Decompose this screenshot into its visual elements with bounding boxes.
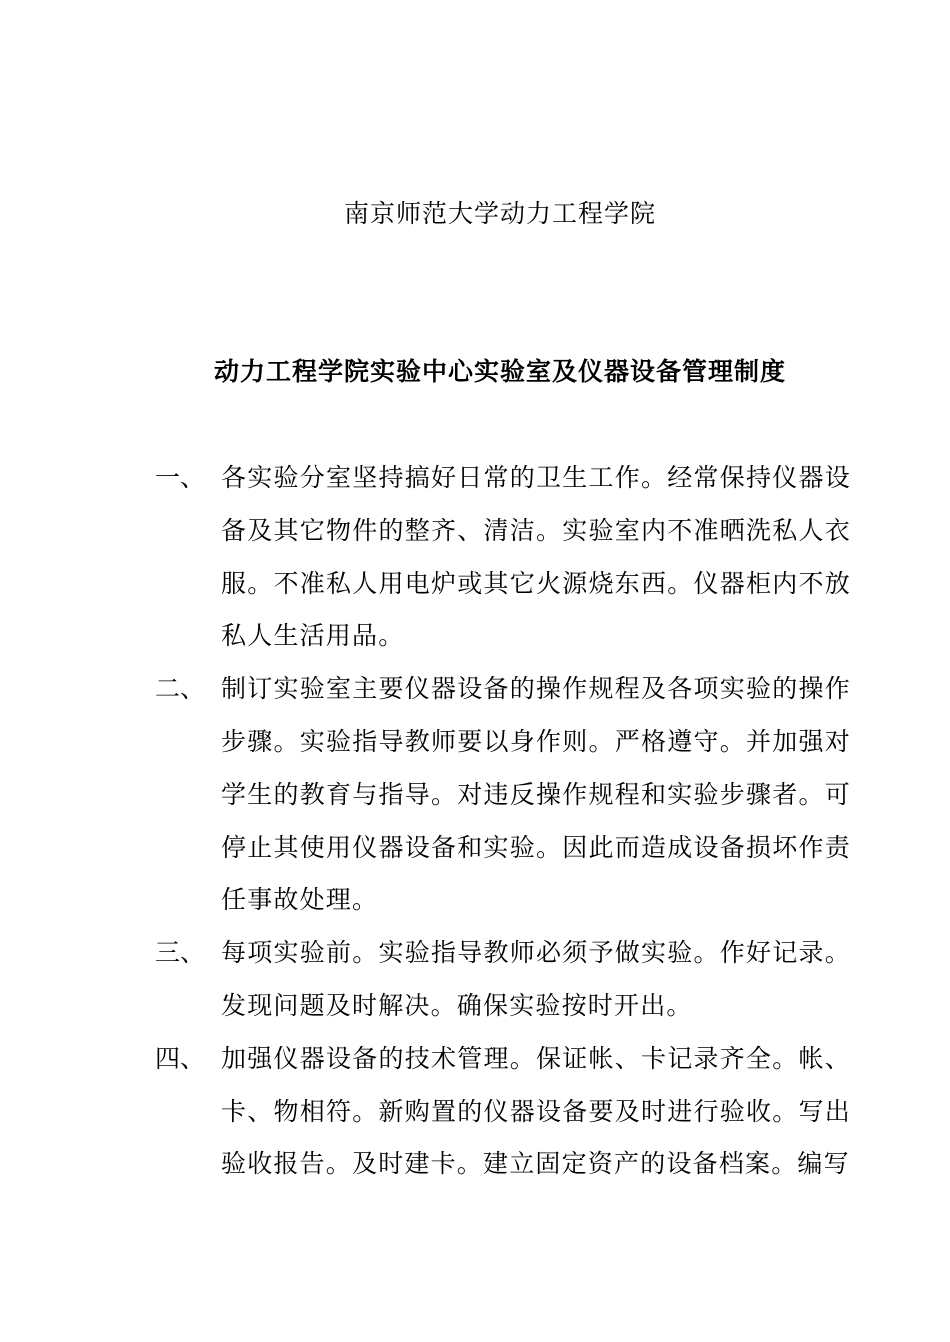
clause-number: 二、	[155, 674, 206, 704]
organization-name: 南京师范大学动力工程学院	[343, 199, 656, 228]
clause-item	[0, 452, 950, 663]
clause-list	[0, 452, 950, 1191]
clause-item	[0, 1033, 950, 1191]
clause-item	[0, 663, 950, 927]
clause-item	[0, 927, 950, 1033]
clause-number: 四、	[155, 1043, 206, 1073]
document-title: 动力工程学院实验中心实验室及仪器设备管理制度	[213, 357, 786, 386]
clause-text: 各实验分室坚持搞好日常的卫生工作。经常保持仪器设备及其它物件的整齐、清洁。实验室内不准晒洗私人衣服。不准私人用电炉或其它火源烧东西。仪器柜内不放私人生活用品。	[221, 463, 851, 651]
clause-number: 三、	[155, 938, 206, 968]
clause-number: 一、	[155, 463, 206, 492]
clause-text: 加强仪器设备的技术管理。保证帐、卡记录齐全。帐、卡、物相符。新购置的仪器设备要及时进行验收。写出验收报告。及时建卡。建立固定资产的设备档案。编写	[221, 1043, 851, 1179]
clause-text: 每项实验前。实验指导教师必须予做实验。作好记录。发现问题及时解决。确保实验按时开出。	[221, 938, 851, 1020]
clause-text: 制订实验室主要仪器设备的操作规程及各项实验的操作步骤。实验指导教师要以身作则。严格遵守。并加强对学生的教育与指导。对违反操作规程和实验步骤者。可停止其使用仪器设备和实验。因此而造成设备损坏作责任事故处理。	[221, 674, 851, 915]
